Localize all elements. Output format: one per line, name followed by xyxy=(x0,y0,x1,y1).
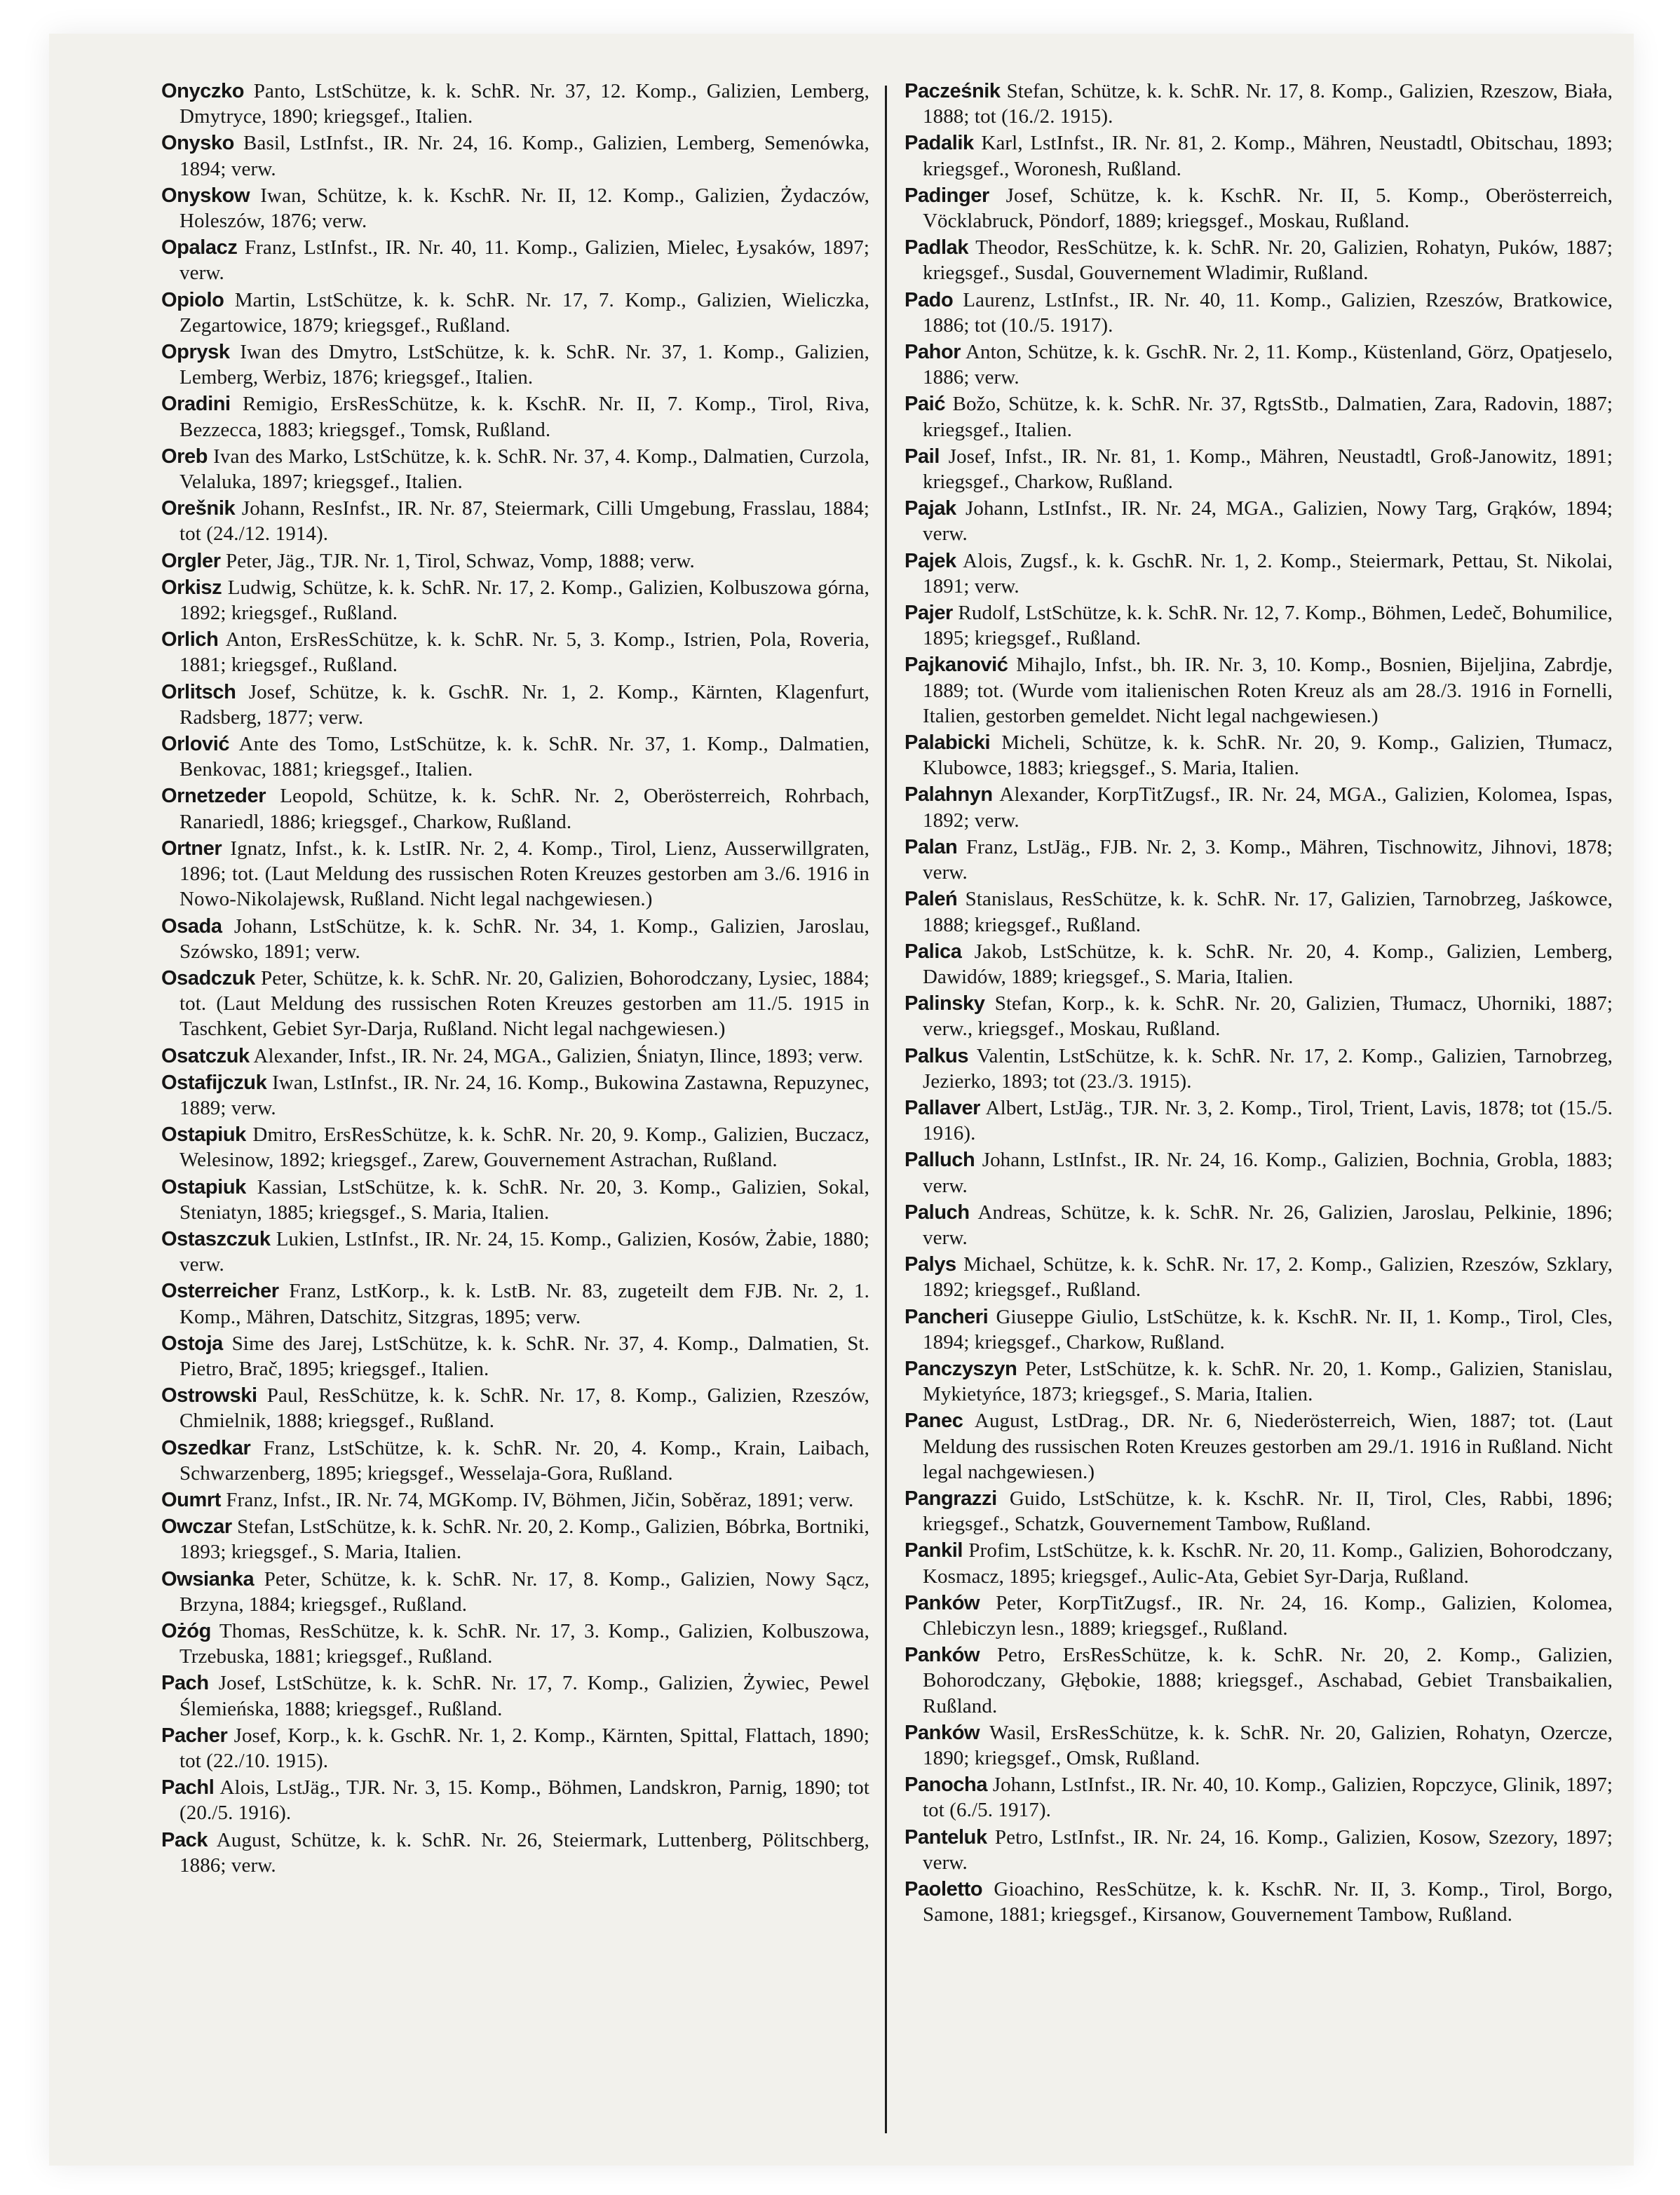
entry-details: Peter, Schütze, k. k. SchR. Nr. 17, 8. Komp., Galizien, Nowy Sącz, Brzyna, 1884; kriegsgef., Rußland. xyxy=(179,1567,869,1616)
list-entry xyxy=(905,1825,1613,1875)
entry-details: Albert, LstJäg., TJR. Nr. 3, 2. Komp., Tirol, Trient, Lavis, 1878; tot (15./5. 1916). xyxy=(923,1096,1613,1145)
entry-details: Ante des Tomo, LstSchütze, k. k. SchR. Nr. 37, 1. Komp., Dalmatien, Benkovac, 1881; kriegsgef., Italien. xyxy=(179,733,869,781)
entry-details: Franz, LstJäg., FJB. Nr. 2, 3. Komp., Mähren, Tischnowitz, Jihnovi, 1878; verw. xyxy=(923,835,1613,884)
list-entry xyxy=(905,600,1613,651)
entry-details: Božo, Schütze, k. k. SchR. Nr. 37, RgtsStb., Dalmatien, Zara, Radovin, 1887; kriegsgef., Italien. xyxy=(923,393,1613,441)
entry-details: Johann, LstInfst., IR. Nr. 40, 10. Komp., Galizien, Ropczyce, Glinik, 1897; tot (6./5. 1917). xyxy=(923,1774,1613,1822)
entry-details: Johann, LstSchütze, k. k. SchR. Nr. 34, 1. Komp., Galizien, Jaroslau, Szówsko, 1891; verw. xyxy=(179,914,869,963)
list-entry xyxy=(905,1044,1613,1094)
entry-details: Alois, LstJäg., TJR. Nr. 3, 15. Komp., Böhmen, Landskron, Parnig, 1890; tot (20./5. 1916). xyxy=(179,1776,869,1825)
entry-details: Kassian, LstSchütze, k. k. SchR. Nr. 20, 3. Komp., Galizien, Sokal, Steniatyn, 1885; kriegsgef., S. Maria, Italien. xyxy=(179,1175,869,1224)
entry-surname: Owczar xyxy=(161,1515,232,1539)
list-entry xyxy=(905,339,1613,390)
list-entry xyxy=(905,939,1613,990)
list-entry xyxy=(905,79,1613,129)
entry-details: Johann, ResInfst., IR. Nr. 87, Steiermark, Cilli Umgebung, Frasslau, 1884; tot (24./12. 1914). xyxy=(179,497,869,546)
entry-details: Profim, LstSchütze, k. k. KschR. Nr. 20, 11. Komp., Galizien, Bohorodczany, Kosmacz, 1895; kriegsgef., Aulic-Ata, Gebiet Syr-Darja, Rußland. xyxy=(923,1539,1613,1588)
entry-surname: Paoletto xyxy=(905,1878,983,1901)
entry-surname: Paluch xyxy=(905,1201,970,1224)
list-entry xyxy=(161,1070,869,1121)
list-entry xyxy=(905,1642,1613,1719)
entry-surname: Ostafijczuk xyxy=(161,1071,267,1094)
entry-surname: Panec xyxy=(905,1410,963,1433)
list-entry xyxy=(161,1044,869,1069)
entry-details: Guido, LstSchütze, k. k. KschR. Nr. II, Tirol, Cles, Rabbi, 1896; kriegsgef., Schatzk, Gouvernement Tambow, Rußland. xyxy=(923,1487,1613,1536)
list-entry xyxy=(161,1828,869,1878)
entry-surname: Orkisz xyxy=(161,576,222,599)
list-entry xyxy=(161,1514,869,1565)
list-entry xyxy=(161,575,869,626)
entry-details: Thomas, ResSchütze, k. k. SchR. Nr. 17, 3. Komp., Galizien, Kolbuszowa, Trzebuska, 1881; kriegsgef., Rußland. xyxy=(179,1619,869,1668)
list-entry xyxy=(905,391,1613,442)
entry-surname: Palahnyn xyxy=(905,783,993,806)
entry-details: Remigio, ErsResSchütze, k. k. KschR. Nr. II, 7. Komp., Tirol, Riva, Bezzecca, 1883; kriegsgef., Tomsk, Rußland. xyxy=(179,393,869,441)
list-entry xyxy=(161,914,869,964)
entry-surname: Panczyszyn xyxy=(905,1357,1017,1380)
entry-surname: Pajek xyxy=(905,549,956,572)
entry-details: Leopold, Schütze, k. k. SchR. Nr. 2, Oberösterreich, Rohrbach, Ranariedl, 1886; kriegsgef., Charkow, Rußland. xyxy=(179,785,869,833)
entry-details: Petro, LstInfst., IR. Nr. 24, 16. Komp., Galizien, Kosow, Szezory, 1897; verw. xyxy=(923,1825,1613,1874)
entry-surname: Pajkanović xyxy=(905,654,1008,677)
list-entry xyxy=(905,1147,1613,1198)
list-entry xyxy=(905,235,1613,285)
list-entry xyxy=(905,1356,1613,1407)
list-entry xyxy=(161,1723,869,1774)
entry-surname: Pail xyxy=(905,445,940,468)
list-entry xyxy=(905,1538,1613,1588)
entry-surname: Osterreicher xyxy=(161,1280,279,1303)
entry-surname: Pankil xyxy=(905,1539,963,1562)
entry-details: August, Schütze, k. k. SchR. Nr. 26, Steiermark, Luttenberg, Pölitschberg, 1886; verw. xyxy=(179,1828,869,1877)
entry-surname: Osada xyxy=(161,914,222,938)
list-entry xyxy=(161,79,869,129)
list-entry xyxy=(161,1775,869,1825)
entry-surname: Palkus xyxy=(905,1044,969,1067)
entry-details: Iwan des Dmytro, LstSchütze, k. k. SchR. Nr. 37, 1. Komp., Galizien, Lemberg, Werbiz, 1876; kriegsgef., Italien. xyxy=(179,341,869,389)
entry-surname: Orlich xyxy=(161,628,219,651)
entry-surname: Pallaver xyxy=(905,1096,981,1119)
list-entry xyxy=(161,1436,869,1486)
entry-surname: Pacześnik xyxy=(905,80,1001,102)
entry-details: Mihajlo, Infst., bh. IR. Nr. 3, 10. Komp., Bosnien, Bijeljina, Zabrdje, 1889; tot. (Wurde vom italienischen Roten Kreuz als am 28./3. 1916 in Fornelli, Italien, gestorben gemeldet. Nicht legal nachgewiesen.) xyxy=(923,654,1613,727)
list-entry xyxy=(905,496,1613,546)
entry-surname: Palluch xyxy=(905,1149,975,1172)
entry-details: Peter, Jäg., TJR. Nr. 1, Tirol, Schwaz, Vomp, 1888; verw. xyxy=(220,549,695,572)
entry-surname: Ostapiuk xyxy=(161,1123,246,1147)
entry-details: Micheli, Schütze, k. k. SchR. Nr. 20, 9. Komp., Galizien, Tłumacz, Klubowce, 1883; kriegsgef., S. Maria, Italien. xyxy=(923,731,1613,780)
entry-surname: Palan xyxy=(905,835,958,858)
entry-details: Peter, KorpTitZugsf., IR. Nr. 24, 16. Komp., Galizien, Kolomea, Chlebiczyn lesn., 1889; kriegsgef., Rußland. xyxy=(923,1591,1613,1640)
entry-surname: Orgler xyxy=(161,549,221,572)
entry-details: Peter, LstSchütze, k. k. SchR. Nr. 20, 1. Komp., Galizien, Stanislau, Mykietyńce, 1873; kriegsgef., S. Maria, Italien. xyxy=(923,1357,1613,1406)
entry-details: Alexander, Infst., IR. Nr. 24, MGA., Galizien, Śniatyn, Ilince, 1893; verw. xyxy=(249,1044,863,1067)
list-entry xyxy=(905,1304,1613,1355)
entry-details: Ludwig, Schütze, k. k. SchR. Nr. 17, 2. Komp., Galizien, Kolbuszowa górna, 1892; kriegsgef., Rußland. xyxy=(179,576,869,625)
list-entry xyxy=(161,548,869,574)
entry-surname: Panków xyxy=(905,1644,980,1667)
list-entry xyxy=(161,1487,869,1513)
list-entry xyxy=(161,966,869,1042)
entry-details: Josef, Schütze, k. k. GschR. Nr. 1, 2. Komp., Kärnten, Klagenfurt, Radsberg, 1877; verw. xyxy=(179,680,869,729)
entry-details: Josef, Korp., k. k. GschR. Nr. 1, 2. Komp., Kärnten, Spittal, Flattach, 1890; tot (22./10. 1915). xyxy=(179,1724,869,1772)
entry-surname: Oradini xyxy=(161,393,231,416)
list-entry xyxy=(905,183,1613,234)
list-entry xyxy=(905,1877,1613,1927)
right-column xyxy=(905,79,1613,1929)
entry-details: Stefan, LstSchütze, k. k. SchR. Nr. 20, 2. Komp., Galizien, Bóbrka, Bortniki, 1893; kriegsgef., S. Maria, Italien. xyxy=(179,1515,869,1564)
entry-surname: Pajer xyxy=(905,602,953,625)
entry-details: Andreas, Schütze, k. k. SchR. Nr. 26, Galizien, Jaroslau, Pelkinie, 1896; verw. xyxy=(923,1201,1613,1249)
list-entry xyxy=(161,1383,869,1433)
list-entry xyxy=(161,444,869,494)
entry-details: Franz, Infst., IR. Nr. 74, MGKomp. IV, Böhmen, Jičin, Soběraz, 1891; verw. xyxy=(221,1488,854,1511)
entry-surname: Palys xyxy=(905,1253,956,1276)
entry-surname: Osadczuk xyxy=(161,966,255,990)
list-entry xyxy=(905,1095,1613,1146)
entry-details: Paul, ResSchütze, k. k. SchR. Nr. 17, 8. Komp., Galizien, Rzeszów, Chmielnik, 1888; kriegsgef., Rußland. xyxy=(179,1384,869,1433)
entry-surname: Pach xyxy=(161,1672,209,1695)
entry-surname: Pachl xyxy=(161,1776,215,1799)
entry-surname: Panków xyxy=(905,1721,980,1744)
entry-details: Martin, LstSchütze, k. k. SchR. Nr. 17, 7. Komp., Galizien, Wieliczka, Zegartowice, 1879; kriegsgef., Rußland. xyxy=(179,288,869,337)
entry-details: Theodor, ResSchütze, k. k. SchR. Nr. 20, Galizien, Rohatyn, Puków, 1887; kriegsgef., Susdal, Gouvernement Wladimir, Rußland. xyxy=(923,236,1613,285)
list-entry xyxy=(161,288,869,338)
list-entry xyxy=(161,1670,869,1721)
entry-surname: Oumrt xyxy=(161,1488,222,1511)
entry-surname: Ożóg xyxy=(161,1619,211,1642)
entry-details: Peter, Schütze, k. k. SchR. Nr. 20, Galizien, Bohorodczany, Lysiec, 1884; tot. (Laut Meldung des russischen Roten Kreuzes gestorben am 11./5. 1915 in Taschkent, Gebiet Syr-Darja, Rußland. Nicht legal nachgewiesen.) xyxy=(179,966,869,1041)
entry-details: Laurenz, LstInfst., IR. Nr. 40, 11. Komp., Galizien, Rzeszów, Bratkowice, 1886; tot (10./5. 1917). xyxy=(923,288,1613,337)
entry-details: Michael, Schütze, k. k. SchR. Nr. 17, 2. Komp., Galizien, Rzeszów, Szklary, 1892; kriegsgef., Rußland. xyxy=(923,1253,1613,1302)
entry-details: Josef, Infst., IR. Nr. 81, 1. Komp., Mähren, Neustadtl, Groß-Janowitz, 1891; kriegsgef., Charkow, Rußland. xyxy=(923,445,1613,494)
list-entry xyxy=(161,836,869,912)
entry-surname: Owsianka xyxy=(161,1567,255,1590)
entry-surname: Pacher xyxy=(161,1724,228,1747)
list-entry xyxy=(905,548,1613,599)
entry-surname: Ostaszczuk xyxy=(161,1227,271,1250)
entry-surname: Opalacz xyxy=(161,236,238,259)
list-entry xyxy=(905,1408,1613,1485)
entry-surname: Paleń xyxy=(905,888,958,911)
entry-details: Josef, LstSchütze, k. k. SchR. Nr. 17, 7. Komp., Galizien, Żywiec, Pewel Ślemieńska, 1888; kriegsgef., Rußland. xyxy=(179,1672,869,1720)
entry-surname: Pado xyxy=(905,288,954,311)
entry-details: Franz, LstSchütze, k. k. SchR. Nr. 20, 4. Komp., Krain, Laibach, Schwarzenberg, 1895; kriegsgef., Wesselaja-Gora, Rußland. xyxy=(179,1436,869,1485)
list-entry xyxy=(161,391,869,442)
entry-details: Panto, LstSchütze, k. k. SchR. Nr. 37, 12. Komp., Galizien, Lemberg, Dmytryce, 1890; kriegsgef., Italien. xyxy=(179,80,869,128)
entry-details: Karl, LstInfst., IR. Nr. 81, 2. Komp., Mähren, Neustadtl, Obitschau, 1893; kriegsgef., Woronesh, Rußland. xyxy=(923,132,1613,180)
list-entry xyxy=(161,235,869,285)
list-entry xyxy=(161,1567,869,1617)
entry-details: Ivan des Marko, LstSchütze, k. k. SchR. Nr. 37, 4. Komp., Dalmatien, Curzola, Velaluka, 1897; kriegsgef., Italien. xyxy=(179,445,869,494)
entry-surname: Orešnik xyxy=(161,497,236,520)
list-entry xyxy=(905,130,1613,181)
entry-details: Gioachino, ResSchütze, k. k. KschR. Nr. II, 3. Komp., Tirol, Borgo, Samone, 1881; kriegsgef., Kirsanow, Gouvernement Tambow, Rußland. xyxy=(923,1878,1613,1926)
list-entry xyxy=(161,130,869,181)
entry-surname: Palabicki xyxy=(905,731,991,755)
entry-details: Johann, LstInfst., IR. Nr. 24, MGA., Galizien, Nowy Targ, Grąków, 1894; verw. xyxy=(923,497,1613,546)
list-entry xyxy=(161,783,869,834)
entry-surname: Pack xyxy=(161,1828,208,1851)
entry-surname: Opiolo xyxy=(161,288,224,311)
list-entry xyxy=(905,1200,1613,1250)
entry-details: Stanislaus, ResSchütze, k. k. SchR. Nr. 17, Galizien, Tarnobrzeg, Jaśkowce, 1888; kriegsgef., Rußland. xyxy=(923,888,1613,936)
entry-details: Petro, ErsResSchütze, k. k. SchR. Nr. 20, 2. Komp., Galizien, Bohorodczany, Głębokie, 1888; kriegsgef., Aschabad, Gebiet Transbaikalien, Rußland. xyxy=(923,1644,1613,1717)
list-entry xyxy=(905,1772,1613,1823)
list-entry xyxy=(161,1619,869,1669)
entry-details: Johann, LstInfst., IR. Nr. 24, 16. Komp., Galizien, Bochnia, Grobla, 1883; verw. xyxy=(923,1149,1613,1197)
entry-surname: Palica xyxy=(905,940,962,963)
entry-surname: Ostapiuk xyxy=(161,1175,246,1198)
list-entry xyxy=(161,627,869,677)
entry-surname: Padinger xyxy=(905,184,989,207)
list-entry xyxy=(905,886,1613,937)
entry-surname: Onyskow xyxy=(161,184,250,207)
entry-details: Dmitro, ErsResSchütze, k. k. SchR. Nr. 20, 9. Komp., Galizien, Buczacz, Welesinow, 1892; kriegsgef., Zarew, Gouvernement Astrachan, Rußland. xyxy=(179,1123,869,1172)
list-entry xyxy=(905,1486,1613,1536)
entry-surname: Onysko xyxy=(161,132,234,155)
entry-details: Iwan, Schütze, k. k. KschR. Nr. II, 12. Komp., Galizien, Żydaczów, Holeszów, 1876; verw. xyxy=(179,184,869,233)
entry-surname: Pancheri xyxy=(905,1305,989,1328)
left-column xyxy=(161,79,869,1879)
list-entry xyxy=(905,288,1613,338)
entry-surname: Padalik xyxy=(905,132,974,155)
entry-details: Anton, ErsResSchütze, k. k. SchR. Nr. 5, 3. Komp., Istrien, Pola, Roveria, 1881; kriegsgef., Rußland. xyxy=(179,628,869,677)
list-entry xyxy=(161,1227,869,1277)
entry-surname: Pajak xyxy=(905,497,956,520)
list-entry xyxy=(161,1122,869,1173)
page-margin-top xyxy=(0,0,1680,34)
entry-details: Franz, LstKorp., k. k. LstB. Nr. 83, zugeteilt dem FJB. Nr. 2, 1. Komp., Mähren, Datschitz, Sitzgras, 1895; verw. xyxy=(179,1280,869,1328)
list-entry xyxy=(161,1278,869,1329)
list-entry xyxy=(161,680,869,730)
entry-surname: Padlak xyxy=(905,236,969,259)
list-entry xyxy=(161,1175,869,1225)
entry-details: Basil, LstInfst., IR. Nr. 24, 16. Komp., Galizien, Lemberg, Semenówka, 1894; verw. xyxy=(179,132,869,180)
list-entry xyxy=(905,835,1613,885)
entry-surname: Pahor xyxy=(905,341,961,364)
entry-details: Franz, LstInfst., IR. Nr. 40, 11. Komp., Galizien, Mielec, Łysaków, 1897; verw. xyxy=(179,236,869,285)
entry-surname: Panków xyxy=(905,1591,980,1614)
entry-details: Ignatz, Infst., k. k. LstIR. Nr. 2, 4. Komp., Tirol, Lienz, Ausserwillgraten, 1896; tot. (Laut Meldung des russischen Roten Kreuzes gestorben am 3./6. 1916 in Nowo-Nikolajewsk, Rußland. Nicht legal nachgewiesen.) xyxy=(179,837,869,911)
entry-surname: Osatczuk xyxy=(161,1044,250,1067)
list-entry xyxy=(905,782,1613,832)
columns-container xyxy=(112,79,1620,2147)
entry-surname: Ostoja xyxy=(161,1332,223,1355)
entry-surname: Pangrazzi xyxy=(905,1487,997,1510)
list-entry xyxy=(905,1252,1613,1302)
list-entry xyxy=(161,339,869,390)
entry-surname: Palinsky xyxy=(905,992,985,1015)
list-entry xyxy=(905,444,1613,494)
entry-surname: Onyczko xyxy=(161,80,245,102)
entry-surname: Ostrowski xyxy=(161,1384,257,1407)
entry-details: Wasil, ErsResSchütze, k. k. SchR. Nr. 20, Galizien, Rohatyn, Ozercze, 1890; kriegsgef., Omsk, Rußland. xyxy=(923,1721,1613,1769)
entry-surname: Orlović xyxy=(161,733,230,756)
entry-surname: Ornetzeder xyxy=(161,785,266,808)
list-entry xyxy=(905,1720,1613,1771)
list-entry xyxy=(161,183,869,234)
entry-details: Sime des Jarej, LstSchütze, k. k. SchR. Nr. 37, 4. Komp., Dalmatien, St. Pietro, Brač, 1895; kriegsgef., Italien. xyxy=(179,1332,869,1380)
entry-details: Valentin, LstSchütze, k. k. SchR. Nr. 17, 2. Komp., Galizien, Tarnobrzeg, Jezierko, 1893; tot (23./3. 1915). xyxy=(923,1044,1613,1093)
entry-surname: Oszedkar xyxy=(161,1436,251,1459)
entry-surname: Panteluk xyxy=(905,1825,987,1849)
list-entry xyxy=(905,652,1613,729)
entry-surname: Orlitsch xyxy=(161,680,236,703)
list-entry xyxy=(905,730,1613,781)
entry-surname: Oprysk xyxy=(161,341,230,364)
entry-details: Josef, Schütze, k. k. KschR. Nr. II, 5. Komp., Oberösterreich, Vöcklabruck, Pöndorf, 1889; kriegsgef., Moskau, Rußland. xyxy=(923,184,1613,233)
entry-details: Lukien, LstInfst., IR. Nr. 24, 15. Komp., Galizien, Kosów, Żabie, 1880; verw. xyxy=(179,1227,869,1276)
entry-surname: Ortner xyxy=(161,837,222,860)
entry-details: Jakob, LstSchütze, k. k. SchR. Nr. 20, 4. Komp., Galizien, Lemberg, Dawidów, 1889; kriegsgef., S. Maria, Italien. xyxy=(923,940,1613,988)
entry-details: Stefan, Korp., k. k. SchR. Nr. 20, Galizien, Tłumacz, Uhorniki, 1887; verw., kriegsgef., Moskau, Rußland. xyxy=(923,992,1613,1041)
entry-details: Anton, Schütze, k. k. GschR. Nr. 2, 11. Komp., Küstenland, Görz, Opatjeselo, 1886; verw. xyxy=(923,341,1613,389)
list-entry xyxy=(161,731,869,782)
entry-details: Giuseppe Giulio, LstSchütze, k. k. KschR. Nr. II, 1. Komp., Tirol, Cles, 1894; kriegsgef., Charkow, Rußland. xyxy=(923,1305,1613,1353)
entry-details: Alois, Zugsf., k. k. GschR. Nr. 1, 2. Komp., Steiermark, Pettau, St. Nikolai, 1891; verw. xyxy=(923,549,1613,597)
entry-details: Iwan, LstInfst., IR. Nr. 24, 16. Komp., Bukowina Zastawna, Repuzynec, 1889; verw. xyxy=(179,1071,869,1119)
document-page xyxy=(49,34,1634,2166)
entry-details: Alexander, KorpTitZugsf., IR. Nr. 24, MGA., Galizien, Kolomea, Ispas, 1892; verw. xyxy=(923,783,1613,832)
entry-details: Rudolf, LstSchütze, k. k. SchR. Nr. 12, 7. Komp., Böhmen, Ledeč, Bohumilice, 1895; kriegsgef., Rußland. xyxy=(923,602,1613,650)
entry-details: August, LstDrag., DR. Nr. 6, Niederösterreich, Wien, 1887; tot. (Laut Meldung des russischen Roten Kreuzes gestorben am 29./1. 1916 in Rußland. Nicht legal nachgewiesen.) xyxy=(923,1410,1613,1483)
entry-surname: Panocha xyxy=(905,1774,988,1797)
list-entry xyxy=(161,1331,869,1382)
list-entry xyxy=(905,1590,1613,1641)
list-entry xyxy=(161,496,869,546)
column-divider xyxy=(885,86,887,2133)
list-entry xyxy=(905,991,1613,1041)
entry-surname: Oreb xyxy=(161,445,208,468)
entry-details: Stefan, Schütze, k. k. SchR. Nr. 17, 8. Komp., Galizien, Rzeszow, Biała, 1888; tot (16./2. 1915). xyxy=(923,80,1613,128)
entry-surname: Paić xyxy=(905,393,946,416)
